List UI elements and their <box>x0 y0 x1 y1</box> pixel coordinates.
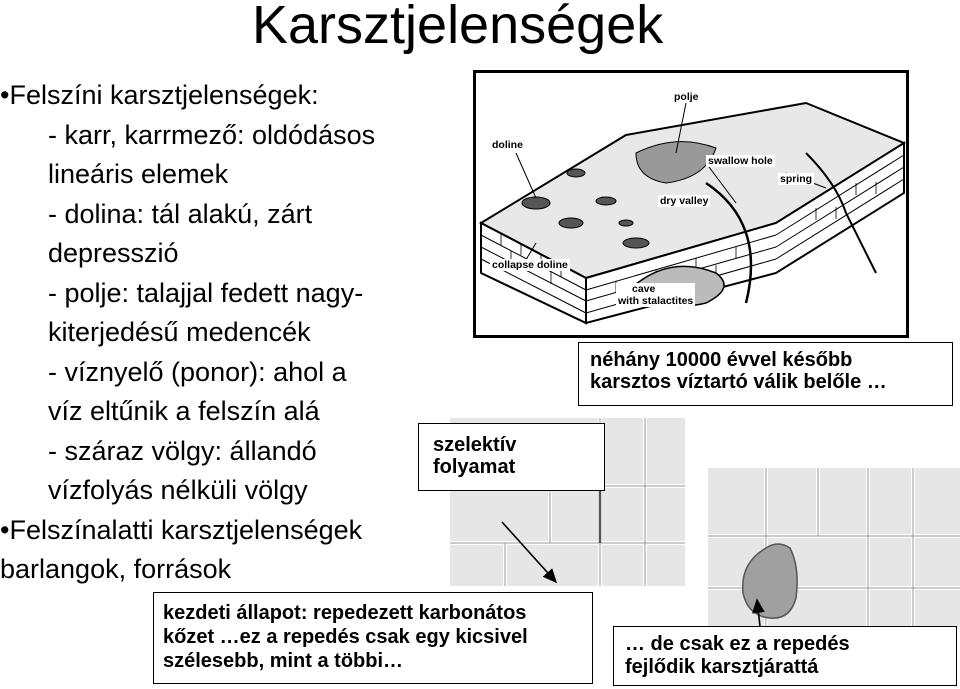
callout-channel-line1: … de csak ez a repedés <box>625 633 850 655</box>
label-collapse-doline: collapse doline <box>492 259 568 271</box>
bullet-item: •Felszíni karsztjelenségek: <box>0 80 319 110</box>
arrow-to-initial-crack <box>502 522 556 582</box>
callout-later <box>578 342 953 406</box>
bullet-item: - száraz völgy: állandó <box>48 435 317 466</box>
page-title: Karsztjelenségek <box>252 0 664 55</box>
callout-selective-line2: folyamat <box>433 456 516 478</box>
callout-later-line2: karsztos víztartó válik belőle … <box>590 371 887 393</box>
callout-channel-line2: fejlődik karsztjárattá <box>625 656 819 678</box>
callout-initial <box>153 592 593 684</box>
callout-initial-line2: kőzet …ez a repedés csak egy kicsivel <box>163 626 528 648</box>
bullet-item: barlangok, források <box>0 554 232 584</box>
bullet-item: kiterjedésű medencék <box>48 317 311 347</box>
callout-selective-line1: szelektív <box>433 434 517 456</box>
callout-later-line1: néhány 10000 évvel később <box>590 349 853 371</box>
bullet-item: lineáris elemek <box>48 159 229 189</box>
bullet-item: - polje: talajjal fedett nagy- <box>48 277 364 308</box>
label-spring: spring <box>780 173 813 185</box>
bullet-item: - víznyelő (ponor): ahol a <box>48 356 347 387</box>
label-dry-valley: dry valley <box>660 195 709 207</box>
bullet-item: víz eltűnik a felszín alá <box>48 396 320 426</box>
bullet-item: - dolina: tál alakú, zárt <box>48 198 313 229</box>
bullet-item: - karr, karrmező: oldódásos <box>48 119 376 150</box>
label-doline: doline <box>492 139 523 151</box>
callout-channel <box>613 626 957 686</box>
label-cave-line2: with stalactites <box>618 295 694 307</box>
bullet-item: •Felszínalatti karsztjelenségek <box>0 514 363 545</box>
bullet-item: vízfolyás nélküli völgy <box>48 475 308 505</box>
label-cave-line1: cave <box>632 283 656 295</box>
callout-initial-line1: kezdeti állapot: repedezett karbonátos <box>163 602 527 624</box>
label-swallow-hole: swallow hole <box>708 155 773 167</box>
bullet-item: depresszió <box>48 238 179 268</box>
callout-initial-line3: szélesebb, mint a többi… <box>163 650 404 672</box>
callout-selective <box>418 423 605 491</box>
arrow-to-channel <box>757 600 760 626</box>
label-polje: polje <box>674 91 699 103</box>
